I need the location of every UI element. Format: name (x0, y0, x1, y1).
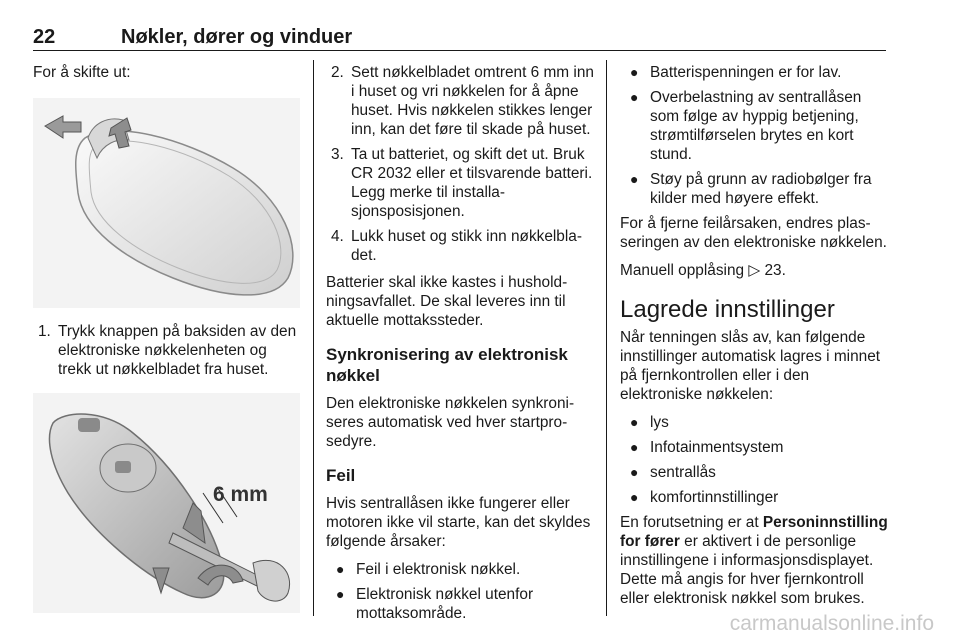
chapter-title: Nøkler, dører og vinduer (121, 26, 353, 48)
list-text: lys (650, 414, 669, 431)
list-number: 3. (331, 146, 344, 163)
bullet-icon: ● (336, 586, 345, 602)
list-text: Overbelastning av sentrallåsen som følge av hyppig betjening, strømtilførselen brytes en kort stund. (650, 89, 862, 163)
fix-text: For å fjerne feilårsaken, endres plasseringen av den elektroniske nøkkelen. (620, 215, 887, 251)
prereq-setting-name: Personinnstilling for fører (620, 514, 888, 550)
column-1 (33, 63, 303, 613)
ordered-list-col2 (326, 63, 594, 265)
column-3 (620, 63, 888, 617)
stored-settings-heading: Lagrede innstillinger (620, 296, 835, 323)
bullet-icon: ● (630, 414, 639, 430)
list-item (620, 63, 888, 82)
list-item (33, 322, 303, 379)
list-text: Elektronisk nøkkel utenfor mottaksområde. (356, 586, 534, 622)
figure-dimension-label: 6 mm (213, 483, 268, 506)
column-divider (606, 60, 607, 616)
list-item (620, 170, 888, 208)
bullet-icon: ● (630, 64, 639, 80)
list-text: Støy på grunn av radiobølger fra kilder med høyere effekt. (650, 171, 872, 207)
list-text: Lukk huset og stikk inn nøkkelbladet. (351, 228, 582, 264)
key-blade-illustration (33, 393, 300, 613)
list-item (620, 88, 888, 164)
stored-settings-list (620, 413, 888, 507)
prerequisite-text (620, 513, 888, 608)
list-item (326, 63, 594, 139)
ordered-list-col1 (33, 322, 303, 379)
fault-heading: Feil (326, 466, 356, 485)
prereq-post: er aktivert i de personlige innstillingene i informasjonsdisplayet. Dette må angis for hver fjernkontroll eller elektronisk nøkkel som brukes. (620, 533, 874, 607)
manual-unlock-ref[interactable]: 23. (764, 262, 786, 279)
list-text: Infotainmentsystem (650, 439, 784, 456)
list-item (326, 227, 594, 265)
page-ref-icon: ▷ (748, 262, 761, 279)
list-item (620, 463, 888, 482)
bullet-icon: ● (630, 439, 639, 455)
bullet-icon: ● (630, 89, 639, 105)
list-item (326, 560, 594, 579)
bullet-icon: ● (630, 171, 639, 187)
key-fob-illustration (33, 98, 300, 308)
manual-unlock-label: Manuell opplåsing (620, 262, 745, 279)
fault-text: Hvis sentrallåsen ikke fungerer eller motoren ikke vil starte, kan det skyldes følgende årsaker: (326, 495, 591, 550)
bullet-icon: ● (336, 561, 345, 577)
list-item (326, 585, 594, 623)
fault-cause-list (620, 63, 888, 208)
bullet-icon: ● (630, 464, 639, 480)
sync-text: Den elektroniske nøkkelen synkroniseres automatisk ved hver startprosedyre. (326, 395, 575, 450)
intro-text: For å skifte ut: (33, 64, 131, 81)
fault-bullet-list (326, 560, 594, 623)
prereq-pre: En forutsetning er at (620, 514, 763, 531)
list-item (620, 413, 888, 432)
list-item (620, 488, 888, 507)
list-number: 4. (331, 228, 344, 245)
sync-heading: Synkronisering av elektronisk nøkkel (326, 345, 568, 385)
bullet-icon: ● (630, 489, 639, 505)
list-text: Ta ut batteriet, og skift det ut. Bruk CR 2032 eller et tilsvarende batteri. Legg merke til installasjonsposisjonen. (351, 146, 593, 220)
column-divider (313, 60, 314, 616)
watermark: carmanualsonline.info (729, 612, 934, 635)
column-2 (326, 63, 594, 629)
disposal-text: Batterier skal ikke kastes i husholdningsavfallet. De skal leveres inn til aktuelle mottakssteder. (326, 274, 568, 329)
page-header (33, 26, 886, 51)
list-item (620, 438, 888, 457)
stored-settings-text: Når tenningen slås av, kan følgende innstillinger automatisk lagres i minnet på fjernkontrollen eller i den elektroniske nøkkelen: (620, 329, 881, 403)
list-text: Feil i elektronisk nøkkel. (356, 561, 521, 578)
list-text: komfortinnstillinger (650, 489, 779, 506)
list-number: 1. (38, 323, 51, 340)
list-text: Sett nøkkelbladet omtrent 6 mm inn i huset og vri nøkkelen for å åpne huset. Hvis nøkkelen stikkes lenger inn, kan det føre til skade på huset. (351, 64, 594, 138)
list-item (326, 145, 594, 221)
list-text: Batterispenningen er for lav. (650, 64, 842, 81)
list-number: 2. (331, 64, 344, 81)
list-text: sentrallås (650, 464, 716, 481)
list-text: Trykk knappen på baksiden av den elektroniske nøkkelenheten og trekk ut nøkkelbladet fra huset. (58, 323, 297, 378)
manual-unlock-text (620, 261, 888, 280)
page-number: 22 (33, 26, 56, 48)
